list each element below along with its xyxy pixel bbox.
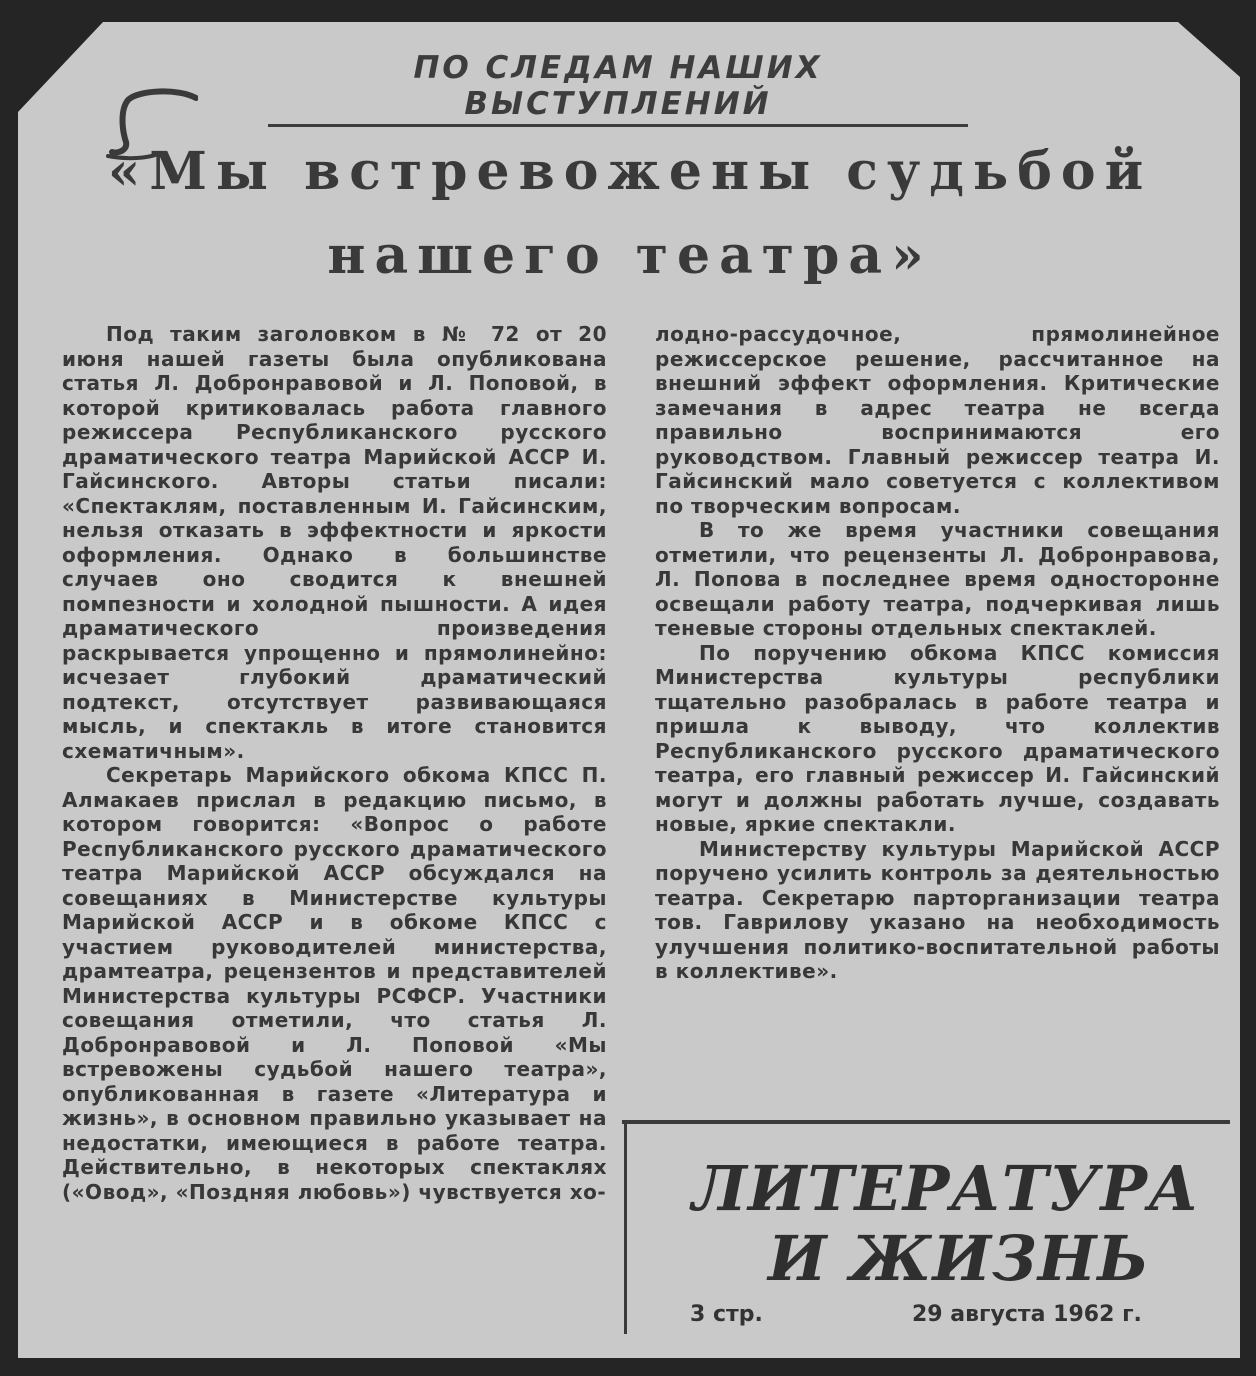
column-rule bbox=[624, 1122, 627, 1334]
masthead-title-line1: ЛИТЕРАТУРА bbox=[692, 1152, 1200, 1225]
masthead-title-line2: И ЖИЗНЬ bbox=[768, 1222, 1150, 1295]
paragraph: Секретарь Марийского обкома КПСС П. Алмакаев прислал в редакцию письмо, в котором говорится: «Вопрос о работе Республиканского русского драматического театра Марийской АССР обсуждался на совещаниях в Министерстве культуры Марийской АССР и в обкоме КПСС с участием руководителей министерства, драмтеатра, рецензентов и представителей Министерства культуры РСФСР. Участники совещания отметили, что статья Л. Добронравовой и Л. Поповой «Мы встревожены судьбой нашего театра», опубликованная в газете «Литература и жизнь», в основном правильно указывает на недостатки, имеющиеся в работе театра. Действительно, в некоторых спектаклях («Овод», «Поздняя любовь») чувствуется хо- bbox=[62, 763, 607, 1204]
issue-date: 29 августа 1962 г. bbox=[912, 1302, 1142, 1327]
article-column-right bbox=[655, 322, 1220, 984]
article-column-left bbox=[62, 322, 607, 1204]
article-headline: «Мы встревожены судьбой нашего театра» bbox=[107, 141, 1153, 286]
paragraph: По поручению обкома КПСС комиссия Министерства культуры республики тщательно разобралась в работе театра и пришла к выводу, что коллектив Республиканского русского драматического театра, его главный режиссер И. Гайсинский могут и должны работать лучше, создавать новые, яркие спектакли. bbox=[655, 640, 1220, 836]
paragraph: лодно-рассудочное, прямолинейное режиссерское решение, рассчитанное на внешний эффект оформления. Критические замечания в адрес театра не всегда правильно воспринимаются его руководством. Главный режиссер театра И. Гайсинский мало советуется с коллективом по творческим вопросам. bbox=[655, 322, 1220, 518]
section-rubric: ПО СЛЕДАМ НАШИХ ВЫСТУПЛЕНИЙ bbox=[268, 50, 968, 127]
paragraph: Под таким заголовком в № 72 от 20 июня нашей газеты была опубликована статья Л. Добронравовой и Л. Поповой, в которой критиковалась работа главного режиссера Республиканского русского драматического театра Марийской АССР И. Гайсинского. Авторы статьи писали: «Спектаклям, поставленным И. Гайсинским, нельзя отказать в эффектности и яркости оформления. Однако в большинстве случаев оно сводится к внешней помпезности и холодной пышности. А идея драматического произведения раскрывается упрощенно и прямолинейно: исчезает глубокий драматический подтекст, отсутствует развивающаяся мысль, и спектакль в итоге становится схематичным». bbox=[62, 322, 607, 763]
newspaper-masthead bbox=[640, 1130, 1220, 1330]
paragraph: В то же время участники совещания отметили, что рецензенты Л. Добронравова, Л. Попова в последнее время односторонне освещали работу театра, подчеркивая лишь теневые стороны отдельных спектаклей. bbox=[655, 518, 1220, 640]
paragraph: Министерству культуры Марийской АССР поручено усилить контроль за деятельностью театра. Секретарю парторганизации театра тов. Гаврилову указано на необходимость улучшения политико-воспитательной работы в коллективе». bbox=[655, 836, 1220, 983]
page-number: 3 стр. bbox=[690, 1302, 763, 1327]
masthead-divider bbox=[622, 1120, 1230, 1124]
